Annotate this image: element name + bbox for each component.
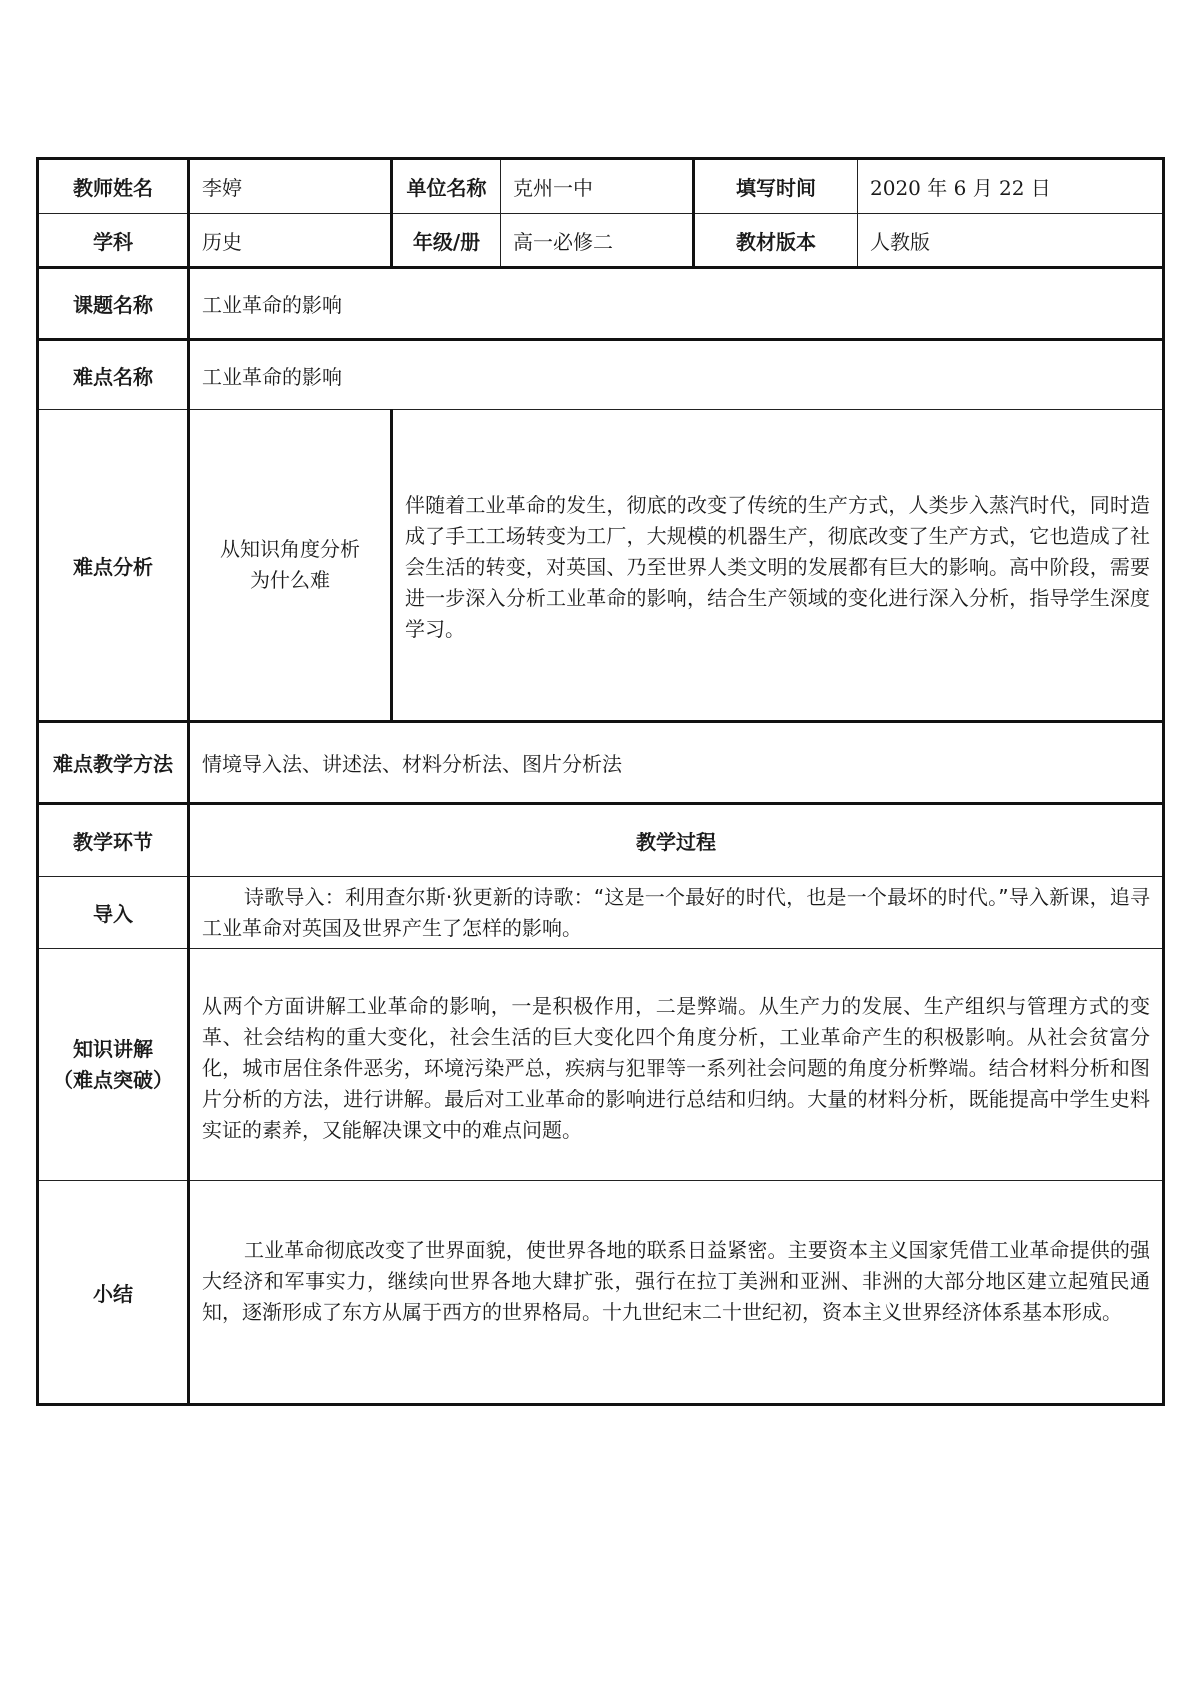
process-header-row — [38, 804, 1164, 877]
fill-time-value: 2020 年 6 月 22 日 — [858, 159, 1164, 214]
analysis-text-cell — [392, 410, 1164, 722]
method-label: 难点教学方法 — [38, 722, 189, 804]
grade-label: 年级/册 — [392, 214, 501, 268]
textbook-value: 人教版 — [858, 214, 1164, 268]
method-value: 情境导入法、讲述法、材料分析法、图片分析法 — [189, 722, 1164, 804]
intro-text-cell — [189, 877, 1164, 949]
info-row-2 — [38, 214, 1164, 268]
analysis-sub-label: 从知识角度分析为什么难 — [220, 537, 360, 592]
subject-label: 学科 — [38, 214, 189, 268]
teacher-name-label: 教师姓名 — [38, 159, 189, 214]
unit-name-label: 单位名称 — [392, 159, 501, 214]
intro-row — [38, 877, 1164, 949]
analysis-row — [38, 410, 1164, 722]
topic-label: 课题名称 — [38, 268, 189, 340]
analysis-label: 难点分析 — [38, 410, 189, 722]
textbook-label: 教材版本 — [694, 214, 858, 268]
knowledge-sub-label: （难点突破） — [53, 1067, 173, 1092]
unit-name-value: 克州一中 — [501, 159, 694, 214]
knowledge-text: 从两个方面讲解工业革命的影响，一是积极作用，二是弊端。从生产力的发展、生产组织与管理方式的变革、社会结构的重大变化，社会生活的巨大变化四个角度分析，工业革命产生的积极影响。从社会贫富分化，城市居住条件恶劣，环境污染严总，疾病与犯罪等一系列社会问题的角度分析弊端。结合材料分析和图片分析的方法，进行讲解。最后对工业革命的影响进行总结和归纳。大量的材料分析，既能提高中学生史料实证的素养，又能解决课文中的难点问题。 — [202, 994, 1150, 1142]
knowledge-label: 知识讲解 — [73, 1036, 153, 1061]
process-step-label: 教学环节 — [38, 804, 189, 877]
lesson-plan-sheet — [36, 157, 1162, 1406]
teacher-name-value: 李婷 — [189, 159, 392, 214]
knowledge-row — [38, 949, 1164, 1181]
subject-value: 历史 — [189, 214, 392, 268]
summary-label: 小结 — [38, 1181, 189, 1405]
method-row — [38, 722, 1164, 804]
summary-text-cell — [189, 1181, 1164, 1405]
intro-label: 导入 — [38, 877, 189, 949]
knowledge-text-cell — [189, 949, 1164, 1181]
process-title: 教学过程 — [189, 804, 1164, 877]
info-row-1 — [38, 159, 1164, 214]
intro-text: 诗歌导入：利用查尔斯·狄更新的诗歌：“这是一个最好的时代，也是一个最坏的时代。”导入新课，追寻工业革命对英国及世界产生了怎样的影响。 — [202, 884, 1150, 940]
summary-row — [38, 1181, 1164, 1405]
topic-row — [38, 268, 1164, 340]
analysis-text: 伴随着工业革命的发生，彻底的改变了传统的生产方式，人类步入蒸汽时代，同时造成了手工工场转变为工厂，大规模的机器生产，彻底改变了生产方式，它也造成了社会生活的转变，对英国、乃至世界人类文明的发展都有巨大的影响。高中阶段，需要进一步深入分析工业革命的影响，结合生产领域的变化进行深入分析，指导学生深度学习。 — [405, 493, 1150, 641]
difficulty-value: 工业革命的影响 — [189, 340, 1164, 410]
analysis-sub-cell — [189, 410, 392, 722]
grade-value: 高一必修二 — [501, 214, 694, 268]
difficulty-row — [38, 340, 1164, 410]
knowledge-label-cell — [38, 949, 189, 1181]
difficulty-label: 难点名称 — [38, 340, 189, 410]
lesson-plan-table — [36, 157, 1165, 1406]
summary-text: 工业革命彻底改变了世界面貌，使世界各地的联系日益紧密。主要资本主义国家凭借工业革命提供的强大经济和军事实力，继续向世界各地大肆扩张，强行在拉丁美洲和亚洲、非洲的大部分地区建立起殖民通知，逐渐形成了东方从属于西方的世界格局。十九世纪末二十世纪初，资本主义世界经济体系基本形成。 — [202, 1238, 1150, 1324]
fill-time-label: 填写时间 — [694, 159, 858, 214]
topic-value: 工业革命的影响 — [189, 268, 1164, 340]
